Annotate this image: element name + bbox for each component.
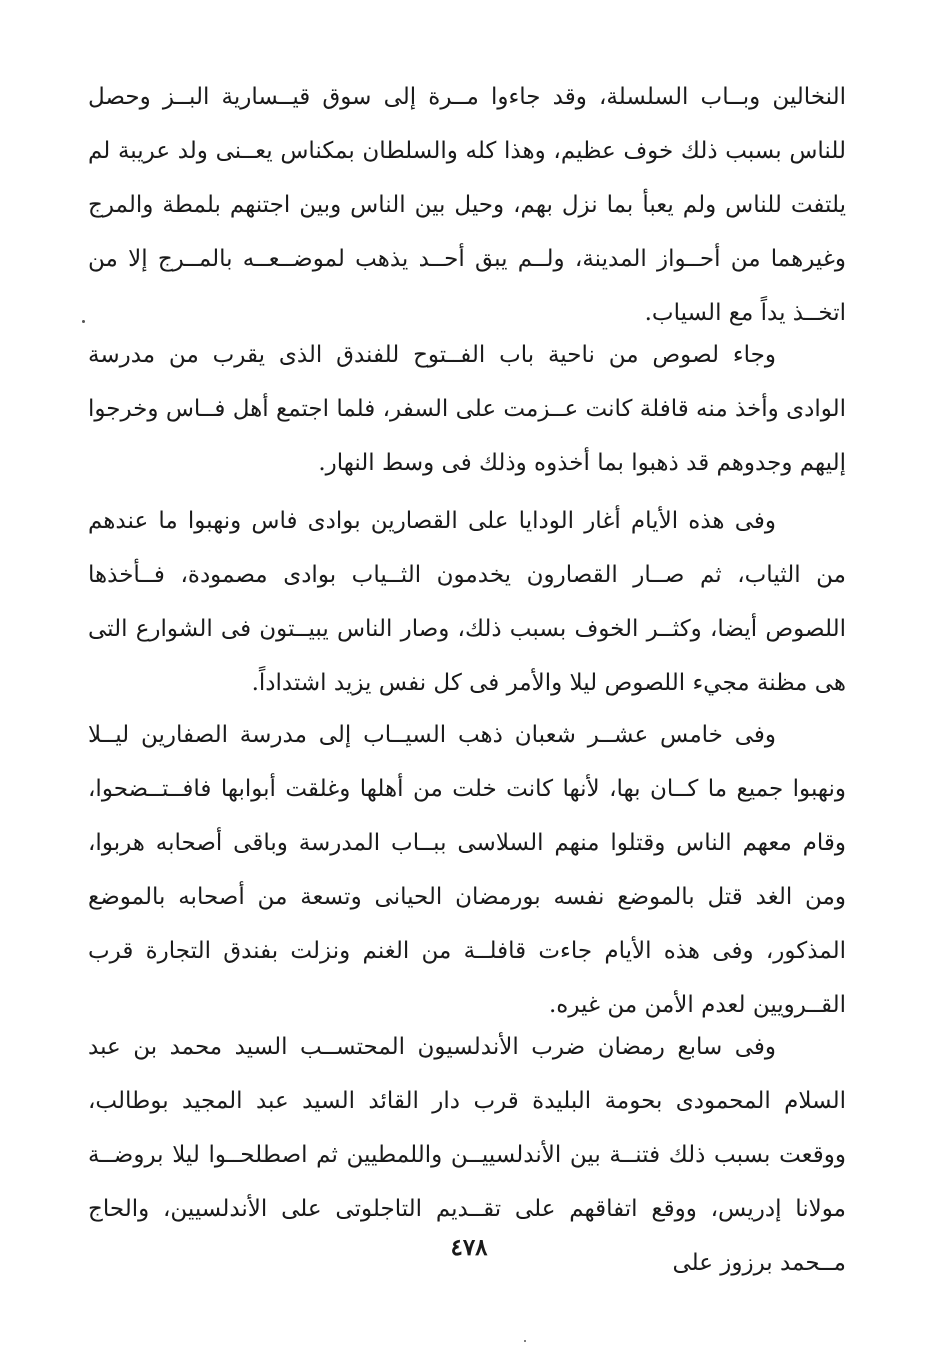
paragraph-4: وفى خامس عشــر شعبان ذهب السيــاب إلى مدرسة الصفارين ليــلا ونهبوا جميع ما كــان بها، لأنها كانت خلت من أهلها وغلقت أبوابها فافــتــضحوا، وقام معهم الناس وقتلوا منهم السلاسى ببــاب المدرسة وباقى أصحابه هربوا، ومن الغد قتل بالموضع نفسه بورمضان الحيانى وتسعة من أصحابه بالموضع المذكور، وفى هذه الأيام جاءت قافلــة من الغنم ونزلت بفندق التجارة قرب القــرويين لعدم الأمن من غيره. bbox=[88, 722, 846, 1018]
scan-speck bbox=[524, 1340, 526, 1342]
scan-speck bbox=[82, 320, 85, 323]
paragraph-1: النخالين وبــاب السلسلة، وقد جاءوا مــرة إلى سوق قيــسارية البــز وحصل للناس بسبب ذلك خوف عظيم، وهذا كله والسلطان بمكناس يعــنى ولد عريبة لم يلتفت للناس ولم يعبأ بما نزل بهم، وحيل بين الناس وبين اجتنهم بلمطة والمرج وغيرهما من أحــواز المدينة، ولــم يبق أحــد يذهب لموضــعــه بالمــرج إلا من اتخــذ يداً مع السياب. bbox=[88, 84, 846, 326]
paragraph-5: وفى سابع رمضان ضرب الأندلسيون المحتســب السيد محمد بن عبد السلام المحمودى بحومة البليدة قرب دار القائد السيد عبد المجيد بوطالب، ووقعت بسبب ذلك فتنــة بين الأندلسييــن واللمطيين ثم اصطلحــوا ليلا بروضــة مولانا إدريس، ووقع اتفاقهم على تقــديم التاجلوتى على الأندلسيين، والحاج مــحمد برزوز على bbox=[88, 1034, 846, 1276]
paragraph-3: وفى هذه الأيام أغار الودايا على القصارين بوادى فاس ونهبوا ما عندهم من الثياب، ثم صــار القصارون يخدمون الثــياب بوادى مصمودة، فــأخذها اللصوص أيضا، وكثــر الخوف بسبب ذلك، وصار الناس يبيــتون فى الشوارع التى هى مظنة مجيء اللصوص ليلا والأمر فى كل نفس يزيد اشتداداً. bbox=[88, 508, 846, 696]
paragraph-2: وجاء لصوص من ناحية باب الفــتوح للفندق الذى يقرب من مدرسة الوادى وأخذ منه قافلة كانت عــزمت على السفر، فلما اجتمع أهل فــاس وخرجوا إليهم وجدوهم قد ذهبوا بما أخذوه وذلك فى وسط النهار. bbox=[88, 342, 846, 476]
page-number: ٤٧٨ bbox=[450, 1234, 488, 1261]
